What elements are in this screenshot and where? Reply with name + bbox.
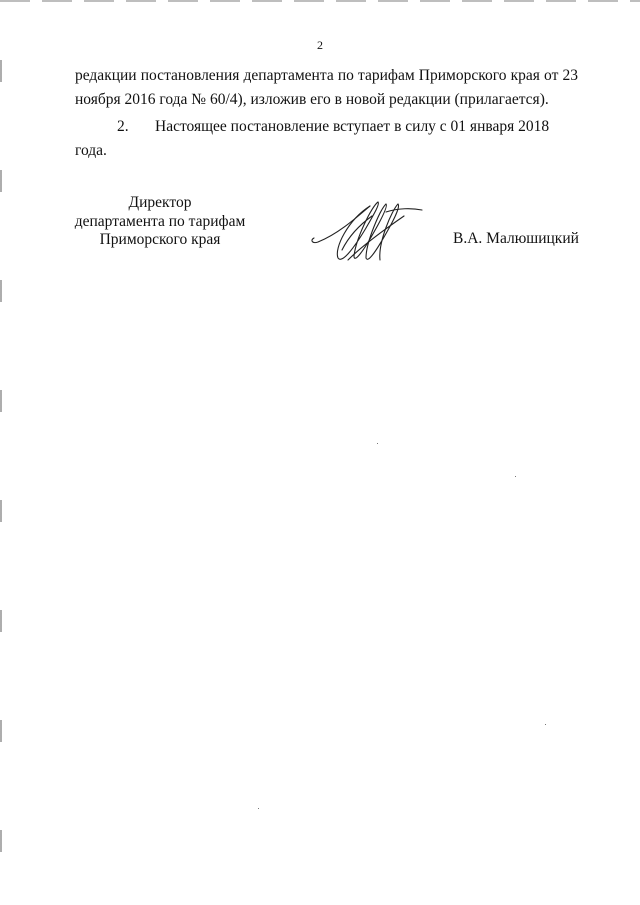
signatory-title [70, 194, 250, 250]
scan-speck [258, 808, 259, 809]
scan-speck [515, 476, 516, 477]
paragraph-2 [75, 115, 578, 163]
paragraph-2-number: 2. [117, 118, 129, 135]
paragraph-continued: редакции постановления департамента по тарифам Приморского края от 23 ноября 2016 года № 60/4), изложив его в новой редакции (прилагается). [75, 67, 578, 108]
page-number: 2 [317, 38, 323, 52]
handwritten-signature-icon [308, 198, 428, 268]
scan-speck [377, 443, 378, 444]
signatory-title-line-1: Директор [128, 194, 192, 211]
scan-edge-top [0, 0, 640, 2]
scan-speck [545, 724, 546, 725]
scan-edge-left [0, 0, 2, 905]
signatory-name: В.А. Малюшицкий [453, 230, 579, 247]
signatory-title-line-2: департамента по тарифам [74, 212, 246, 230]
paragraph-2-text: Настоящее постановление вступает в силу с 01 января 2018 года. [75, 118, 550, 159]
signatory-title-line-3: Приморского края [99, 231, 221, 248]
